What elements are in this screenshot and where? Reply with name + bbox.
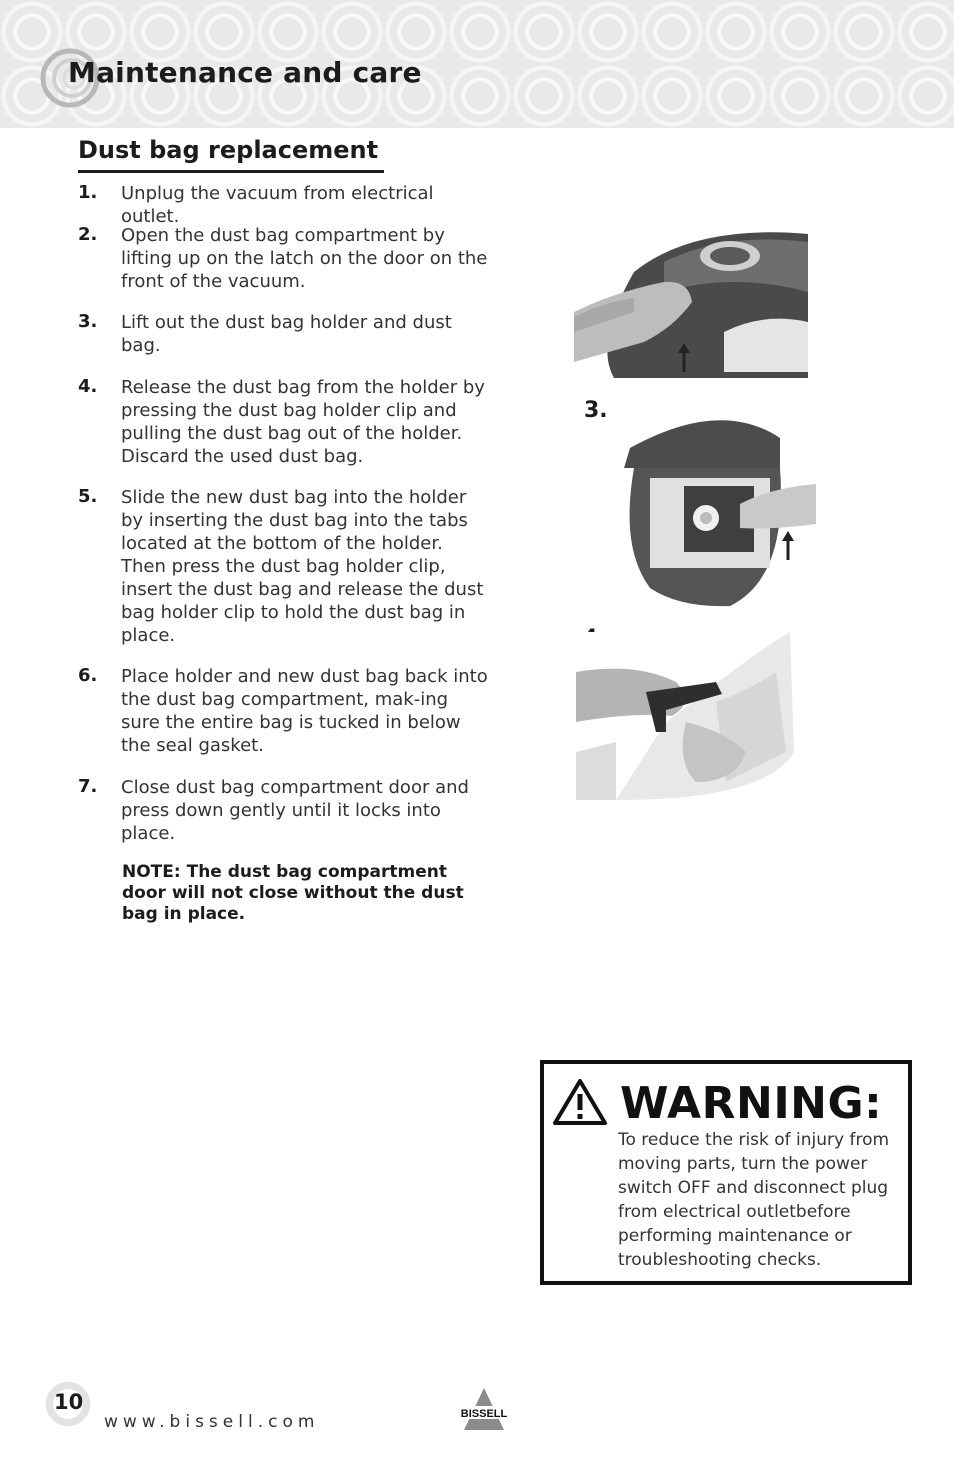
warning-triangle-icon — [552, 1078, 608, 1126]
footer-url[interactable]: www.bissell.com — [104, 1412, 320, 1432]
warning-title: WARNING: — [620, 1078, 883, 1129]
step-number: 2. — [78, 224, 98, 245]
step-text: Release the dust bag from the holder by pressing the dust bag holder clip and pulling the dust bag out of the holder. Discard the used dust bag. — [121, 377, 485, 467]
step-number: 3. — [78, 311, 98, 332]
step-text: Place holder and new dust bag back into the dust bag compartment, mak-ing sure the entire bag is tucked in below the seal gasket. — [121, 666, 488, 756]
step-text: Unplug the vacuum from electrical outlet. — [121, 183, 434, 227]
page-title: Maintenance and care — [68, 56, 422, 89]
step-number: 4. — [78, 376, 98, 397]
bissell-logo-text: BISSELL — [460, 1408, 508, 1420]
step-number: 1. — [78, 182, 98, 203]
figure-2-photo — [574, 232, 808, 378]
step-number: 6. — [78, 665, 98, 686]
warning-box — [540, 1060, 912, 1285]
figure-3-label: 3. — [584, 398, 608, 423]
step-number: 5. — [78, 486, 98, 507]
note: NOTE: The dust bag compartment door will not close without the dust bag in place. — [122, 862, 464, 924]
step-text: Open the dust bag compartment by lifting up on the latch on the door on the front of the vacuum. — [121, 225, 488, 292]
figure-3-photo — [620, 408, 816, 608]
section-underline — [78, 170, 384, 173]
step-number: 7. — [78, 776, 98, 797]
warning-text: To reduce the risk of injury from moving parts, turn the power switch OFF and disconnect plug from electrical outletbefore performing maintenance or troubleshooting checks. — [618, 1130, 890, 1270]
figure-4-photo — [576, 632, 794, 800]
step-text: Close dust bag compartment door and press down gently until it locks into place. — [121, 777, 469, 844]
step-text: Slide the new dust bag into the holder by inserting the dust bag into the tabs located at the bottom of the holder. Then press the dust bag holder clip, insert the dust bag and release the dust bag holder clip to hold the dust bag in place. — [121, 487, 484, 646]
section-title: Dust bag replacement — [78, 136, 379, 164]
step-text: Lift out the dust bag holder and dust bag. — [121, 312, 452, 356]
page-number: 10 — [54, 1390, 84, 1414]
bissell-logo — [448, 1386, 520, 1434]
